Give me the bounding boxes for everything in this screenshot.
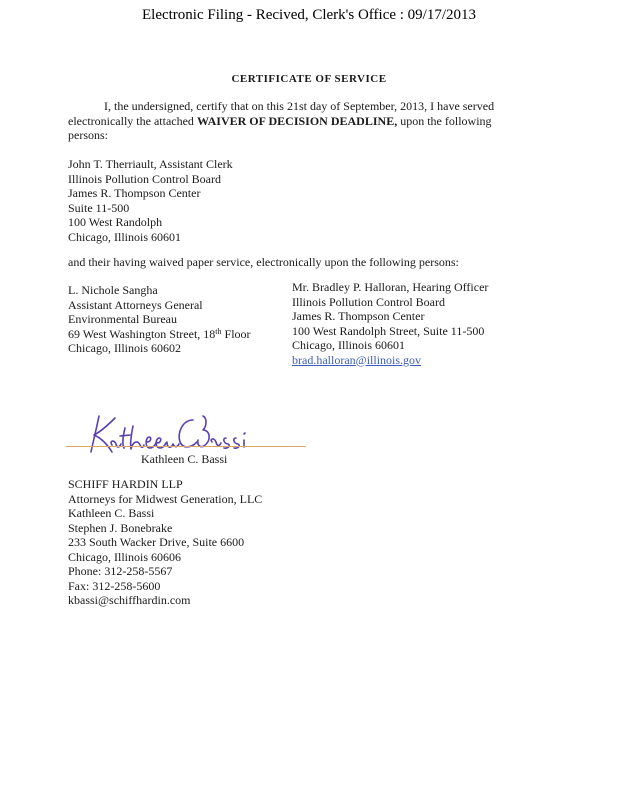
clerk-address-line: 100 West Randolph	[68, 215, 163, 229]
clerk-address-line: Illinois Pollution Control Board	[68, 171, 222, 186]
firm-phone: Phone: 312-258-5567	[68, 564, 173, 578]
recipient-left-city: Chicago, Illinois 60602	[68, 341, 181, 355]
signature-line	[66, 446, 306, 447]
clerk-address-line: Chicago, Illinois 60601	[68, 229, 181, 244]
recipient-right-center: James R. Thompson Center	[292, 309, 425, 323]
firm-attorney: Kathleen C. Bassi	[68, 506, 155, 520]
recipient-left-bureau: Environmental Bureau	[68, 312, 177, 326]
firm-fax: Fax: 312-258-5600	[68, 578, 161, 593]
firm-street: 233 South Wacker Drive, Suite 6600	[68, 535, 245, 549]
firm-city: Chicago, Illinois 60606	[68, 549, 181, 564]
intro-text-start: I, the undersigned, certify that on this 21st day of September, 2013, I have served electronically the attached	[68, 99, 495, 128]
firm-name: SCHIFF HARDIN LLP	[68, 477, 183, 491]
clerk-address-line: John T. Therriault, Assistant Clerk	[68, 157, 233, 171]
ordinal-suffix: th	[215, 326, 222, 336]
recipient-right-city: Chicago, Illinois 60601	[292, 338, 405, 352]
recipient-right-block	[292, 280, 488, 367]
recipient-left-title: Assistant Attorneys General	[68, 297, 203, 312]
recipient-right-street: 100 West Randolph Street, Suite 11-500	[292, 323, 485, 338]
firm-email: kbassi@schiffhardin.com	[68, 593, 191, 607]
recipient-right-name: Mr. Bradley P. Halloran, Hearing Officer	[292, 280, 489, 294]
street-text: 69 West Washington Street, 18	[68, 326, 216, 341]
recipient-left-name: L. Nichole Sangha	[68, 283, 158, 297]
firm-attorney: Stephen J. Bonebrake	[68, 520, 173, 535]
intro-text-end: upon the following persons:	[68, 113, 492, 142]
recipient-right-email-link[interactable]: brad.halloran@illinois.gov	[292, 352, 422, 367]
certification-paragraph	[68, 99, 520, 143]
handwritten-signature	[85, 412, 275, 456]
clerk-address-block	[68, 157, 233, 244]
clerk-address-line: Suite 11-500	[68, 200, 130, 215]
signer-name: Kathleen C. Bassi	[141, 452, 228, 466]
document-title: WAIVER OF DECISION DEADLINE,	[196, 113, 398, 128]
firm-block	[68, 477, 262, 608]
waived-service-text: and their having waived paper service, electronically upon the following persons:	[68, 255, 459, 269]
clerk-address-line: James R. Thompson Center	[68, 186, 201, 200]
floor-text: Floor	[221, 326, 251, 341]
recipient-left-street	[68, 327, 251, 342]
firm-client: Attorneys for Midwest Generation, LLC	[68, 491, 263, 506]
filing-stamp-header: Electronic Filing - Recived, Clerk's Office : 09/17/2013	[141, 7, 477, 23]
recipient-left-block	[68, 283, 251, 356]
certificate-title: CERTIFICATE OF SERVICE	[231, 73, 387, 85]
recipient-right-board: Illinois Pollution Control Board	[292, 294, 446, 309]
